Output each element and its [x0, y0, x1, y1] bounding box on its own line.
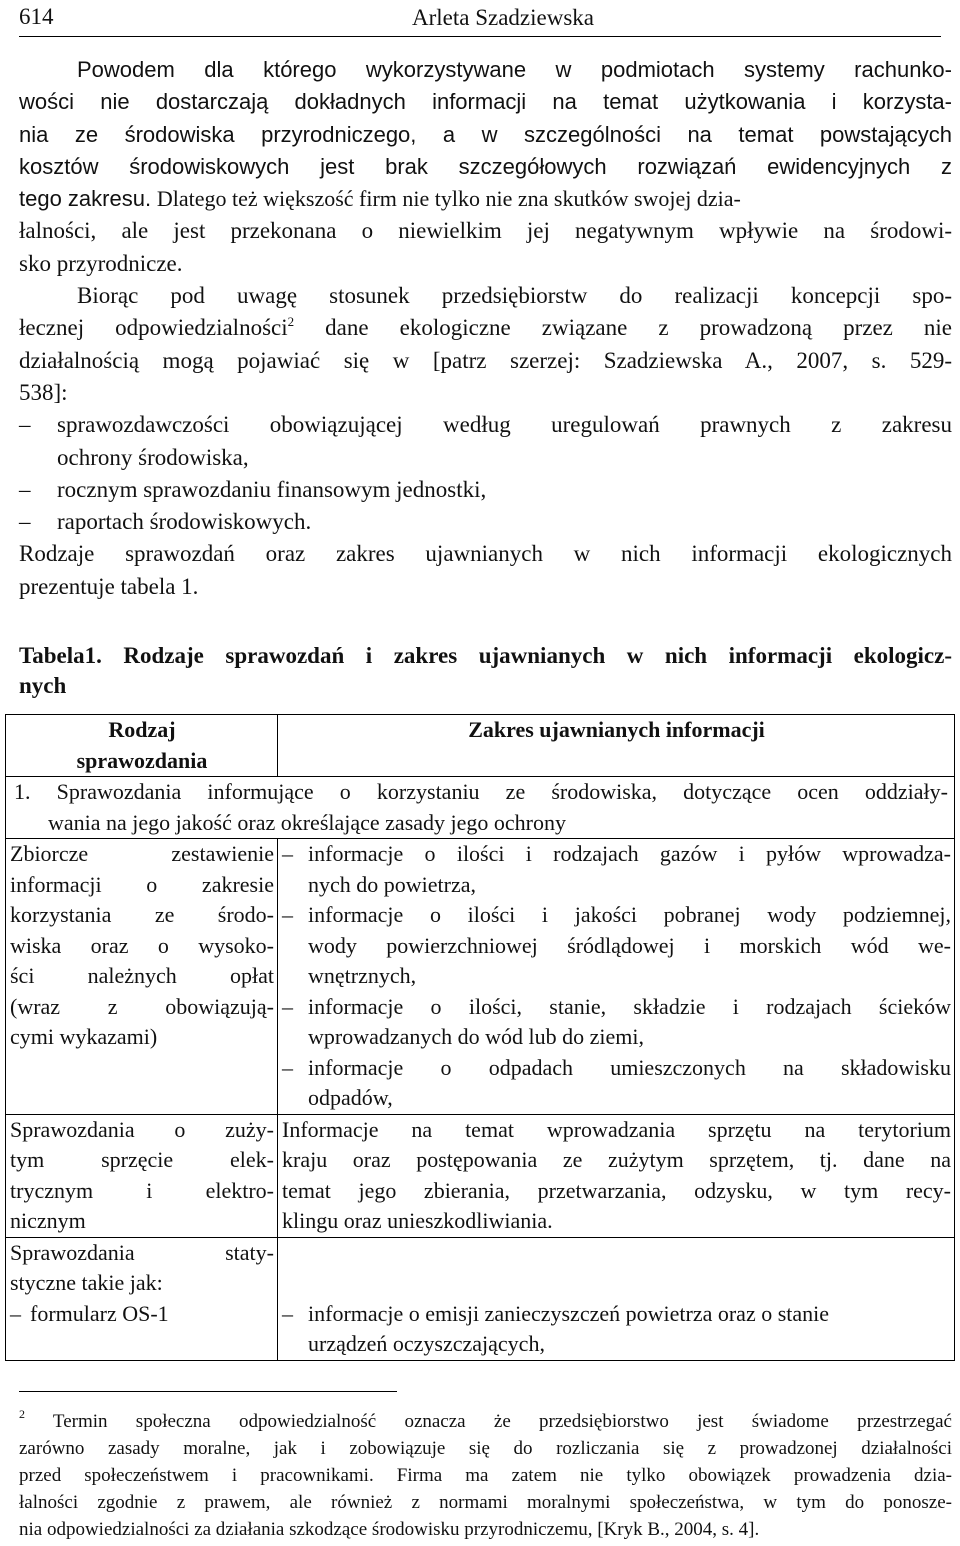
text-line: nia ze środowiska przyrodniczego, a w szczególności na temat powstających: [19, 121, 952, 147]
text-line: [19, 1408, 952, 1435]
text-line: kosztów środowiskowych jest brak szczegółowych rozwiązań ewidencyjnych z: [19, 153, 952, 179]
text-line: Tabela1. Rodzaje sprawozdań i zakres ujawnianych w nich informacji ekologicz-: [19, 643, 952, 669]
dash-marker: –: [282, 1300, 293, 1326]
header-cell: Zakres ujawnianych informacji: [278, 715, 955, 777]
body-text: [19, 54, 952, 701]
text-line: prezentuje tabela 1.: [19, 573, 199, 599]
text-line: (wraz z obowiązują-: [10, 993, 274, 1019]
text-line: tym sprzęcie elek-: [10, 1147, 274, 1172]
running-head-author: Arleta Szadziewska: [412, 5, 595, 30]
text-span: łecznej odpowiedzialności: [19, 315, 288, 341]
text-span: tego zakresu.: [19, 186, 152, 212]
text-line: sko przyrodnicze.: [19, 250, 183, 276]
text-line: wnętrznych,: [308, 963, 417, 988]
table-cell: [6, 1114, 278, 1237]
text-span: Termin społeczna odpowiedzialność oznacza że przedsiębiorstwo jest świadome przestrzegać: [25, 1411, 952, 1432]
text-line: nicznym: [10, 1208, 86, 1233]
header-cell: [6, 715, 278, 777]
table-cell: [6, 839, 278, 1115]
text-line: 1. Sprawozdania informujące o korzystaniu ze środowiska, dotyczące ocen oddziały-: [14, 779, 948, 804]
dash-marker: –: [19, 412, 31, 438]
text-line: Sprawozdania staty-: [10, 1239, 274, 1265]
dash-marker: –: [282, 1054, 293, 1080]
table-header-row: [6, 715, 955, 777]
text-line: formularz OS-1: [30, 1300, 169, 1326]
text-line: informacje o ilości, stanie, składzie i rodzajach ścieków: [308, 993, 951, 1019]
dash-marker: –: [282, 993, 293, 1019]
footnote-number: 2: [19, 1407, 25, 1421]
list-item: [282, 992, 951, 1053]
text-line: wiska oraz o wysoko-: [10, 932, 274, 958]
list-item: [19, 506, 952, 538]
list-item: [282, 1299, 951, 1360]
list-item: [19, 474, 952, 506]
text-line: wania na jego jakość oraz określające zasady jego ochrony: [48, 809, 566, 835]
text-span: dane ekologiczne związane z prowadzoną przez nie: [294, 315, 952, 341]
text-line: zarówno zasady moralne, jak i zobowiązuje się do rozliczania się z prowadzonej działalności: [19, 1438, 952, 1459]
paragraph-1: [19, 54, 952, 280]
text-line: [19, 312, 952, 344]
text-line: Biorąc pod uwagę stosunek przedsiębiorstw do realizacji koncepcji spo-: [77, 283, 952, 309]
dash-marker: –: [19, 476, 31, 502]
text-line: temat jego zbierania, przetwarzania, odzysku, w tym recy-: [282, 1177, 951, 1203]
text-line: korzystania ze środo-: [10, 902, 274, 927]
text-line: nia odpowiedzialności za działania szkodzące środowisku przyrodniczemu, [Kryk B., 2004, s. 4].: [19, 1519, 760, 1540]
bullet-list: [19, 409, 952, 538]
data-table: [5, 714, 955, 1361]
text-line: nych: [19, 673, 67, 699]
text-line: ochrony środowiska,: [57, 444, 249, 470]
text-line: łalności, ale jest przekonana o niewielkim jej negatywnym wpływie na środowi-: [19, 218, 952, 244]
text-line: Zbiorcze zestawienie: [10, 841, 274, 866]
text-line: informacje o odpadach umieszczonych na składowisku: [308, 1054, 951, 1080]
text-line: raportach środowiskowych.: [57, 509, 312, 535]
section-cell: [6, 777, 955, 839]
text-line: przed społeczeństwem i pracownikami. Firma ma zatem nie tylko obowiązek prowadzenia dzia-: [19, 1465, 952, 1486]
dash-marker: –: [282, 902, 293, 927]
dash-marker: –: [10, 1300, 21, 1326]
dash-marker: –: [282, 841, 293, 866]
dash-marker: –: [19, 509, 31, 535]
text-line: łalności zgodnie z prawem, ale również z normami moralnymi społeczeństwa, w tym do ponosze-: [19, 1492, 952, 1513]
text-line: ści należnych opłat: [10, 963, 274, 988]
paragraph-2: [19, 280, 952, 409]
table-row: [6, 839, 955, 1115]
text-line: [19, 183, 952, 215]
text-line: działalnością mogą pojawiać się w [patrz szerzej: Szadziewska A., 2007, s. 529-: [19, 347, 952, 373]
table-caption: [19, 641, 952, 701]
text-line: Sprawozdania o zuży-: [10, 1116, 274, 1142]
footnote-separator: [19, 1391, 397, 1392]
list-item: [282, 1053, 951, 1114]
text-line: informacje o ilości i jakości pobranej wody podziemnej,: [308, 902, 951, 927]
paragraph-3: [19, 538, 952, 603]
text-line: Powodem dla którego wykorzystywane w podmiotach systemy rachunko-: [77, 57, 952, 82]
page-number: 614: [19, 4, 54, 29]
blank-space: [282, 1238, 951, 1299]
text-line: informacji o zakresie: [10, 871, 274, 897]
text-line: wości nie dostarczają dokładnych informacji na temat użytkowania i korzysta-: [19, 89, 952, 115]
text-line: 538]:: [19, 379, 68, 405]
text-line: klingu oraz unieszkodliwiania.: [282, 1208, 553, 1233]
text-line: odpadów,: [308, 1085, 393, 1110]
text-line: rocznym sprawozdaniu finansowym jednostki,: [57, 476, 487, 502]
table-cell: [278, 839, 955, 1115]
footnote-ref: 2: [287, 314, 295, 330]
text-line: trycznym i elektro-: [10, 1177, 274, 1203]
table-row: [6, 1237, 955, 1360]
list-item: [282, 839, 951, 900]
text-line: informacje o ilości i rodzajach gazów i pyłów wprowadza-: [308, 841, 951, 866]
table-cell: [278, 1237, 955, 1360]
text-line: urządzeń oczyszczających,: [308, 1331, 545, 1356]
list-item: [19, 409, 952, 474]
text-line: cymi wykazami): [10, 1024, 158, 1049]
table-section-row: [6, 777, 955, 839]
text-line: sprawozdawczości obowiązującej według uregulowań prawnych z zakresu: [57, 412, 952, 438]
text-line: styczne takie jak:: [10, 1270, 163, 1295]
table-cell: [6, 1237, 278, 1360]
text-line: Rodzaj: [108, 717, 176, 742]
text-line: wody powierzchniowej śródlądowej i morskich wód we-: [308, 932, 951, 958]
text-line: Rodzaje sprawozdań oraz zakres ujawnianych w nich informacji ekologicznych: [19, 541, 952, 567]
list-item: [10, 1299, 274, 1330]
table-row: [6, 1114, 955, 1237]
text-line: nych do powietrza,: [308, 871, 476, 897]
footnote: [19, 1408, 952, 1543]
text-line: informacje o emisji zanieczyszczeń powietrza oraz o stanie: [308, 1300, 830, 1326]
text-span: Dlatego też większość firm nie tylko nie zna skutków swojej dzia-: [156, 186, 741, 212]
text-line: wprowadzanych do wód lub do ziemi,: [308, 1024, 645, 1049]
page-header: [19, 0, 941, 37]
text-line: Informacje na temat wprowadzania sprzętu na terytorium: [282, 1116, 951, 1142]
table-cell: [278, 1114, 955, 1237]
text-line: sprawozdania: [76, 747, 208, 773]
list-item: [282, 900, 951, 992]
text-line: kraju oraz postępowania ze zużytym sprzętem, tj. dane na: [282, 1147, 951, 1172]
